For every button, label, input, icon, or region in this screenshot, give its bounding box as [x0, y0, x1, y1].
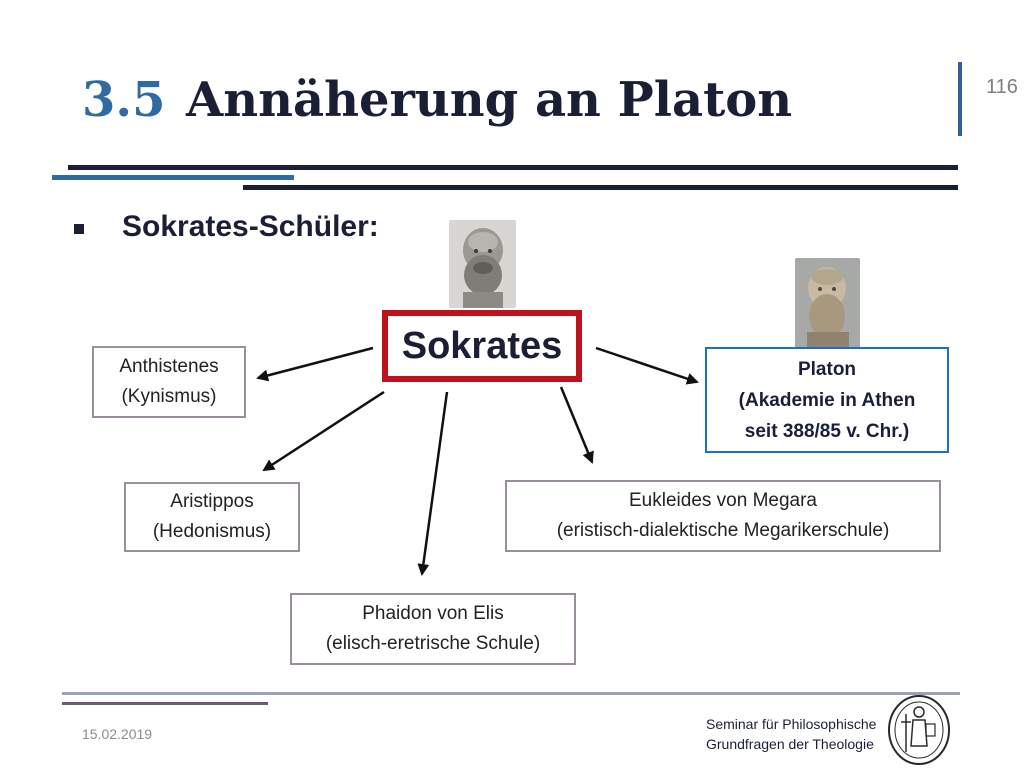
phaidon-school: (elisch-eretrische Schule)	[325, 633, 541, 654]
anthistenes-name: Anthistenes	[119, 356, 219, 377]
sokrates-label: Sokrates	[401, 325, 563, 367]
footer-rule-short	[62, 702, 268, 705]
bullet-icon	[74, 224, 84, 234]
aristippos-name: Aristippos	[170, 491, 254, 512]
sokrates-bust-image	[449, 220, 516, 308]
rule-right-dark	[243, 185, 958, 190]
platon-name: Platon	[797, 358, 857, 380]
arrow-to-aristippos	[264, 392, 384, 470]
eukleides-name: Eukleides von Megara	[629, 490, 817, 511]
eukleides-school: (eristisch-dialektische Megarikerschule)	[556, 520, 890, 541]
section-number: 3.5	[82, 72, 166, 128]
anthistenes-school: (Kynismus)	[121, 386, 217, 407]
footer-rule-long	[62, 692, 960, 695]
anthistenes-node	[92, 346, 246, 418]
rule-left-blue	[52, 175, 294, 180]
arrow-to-phaidon	[422, 392, 447, 574]
footer-institution	[706, 714, 876, 754]
platon-school: (Akademie in Athen	[738, 389, 916, 411]
rule-top-dark	[68, 165, 958, 170]
bullet-label: Sokrates-Schüler:	[122, 210, 379, 243]
footer-institution-line2: Grundfragen der Theologie	[706, 736, 874, 752]
footer-institution-line1: Seminar für Philosophische	[706, 716, 877, 732]
footer-date: 15.02.2019	[82, 726, 153, 742]
sokrates-node	[382, 310, 582, 382]
page-title: Annäherung an Platon	[186, 72, 793, 128]
phaidon-name: Phaidon von Elis	[362, 603, 504, 624]
university-seal-logo	[886, 694, 952, 771]
arrow-to-anthistenes	[258, 348, 373, 378]
slide-number: 116	[986, 76, 1018, 98]
eukleides-node	[505, 480, 941, 552]
platon-bust-image	[795, 258, 860, 348]
arrow-to-eukleides	[561, 387, 592, 462]
arrow-to-platon	[596, 348, 697, 382]
platon-node	[705, 347, 949, 453]
phaidon-node	[290, 593, 576, 665]
aristippos-node	[124, 482, 300, 552]
aristippos-school: (Hedonismus)	[152, 521, 272, 542]
header-vertical-bar	[958, 62, 962, 136]
platon-date: seit 388/85 v. Chr.)	[744, 420, 910, 442]
